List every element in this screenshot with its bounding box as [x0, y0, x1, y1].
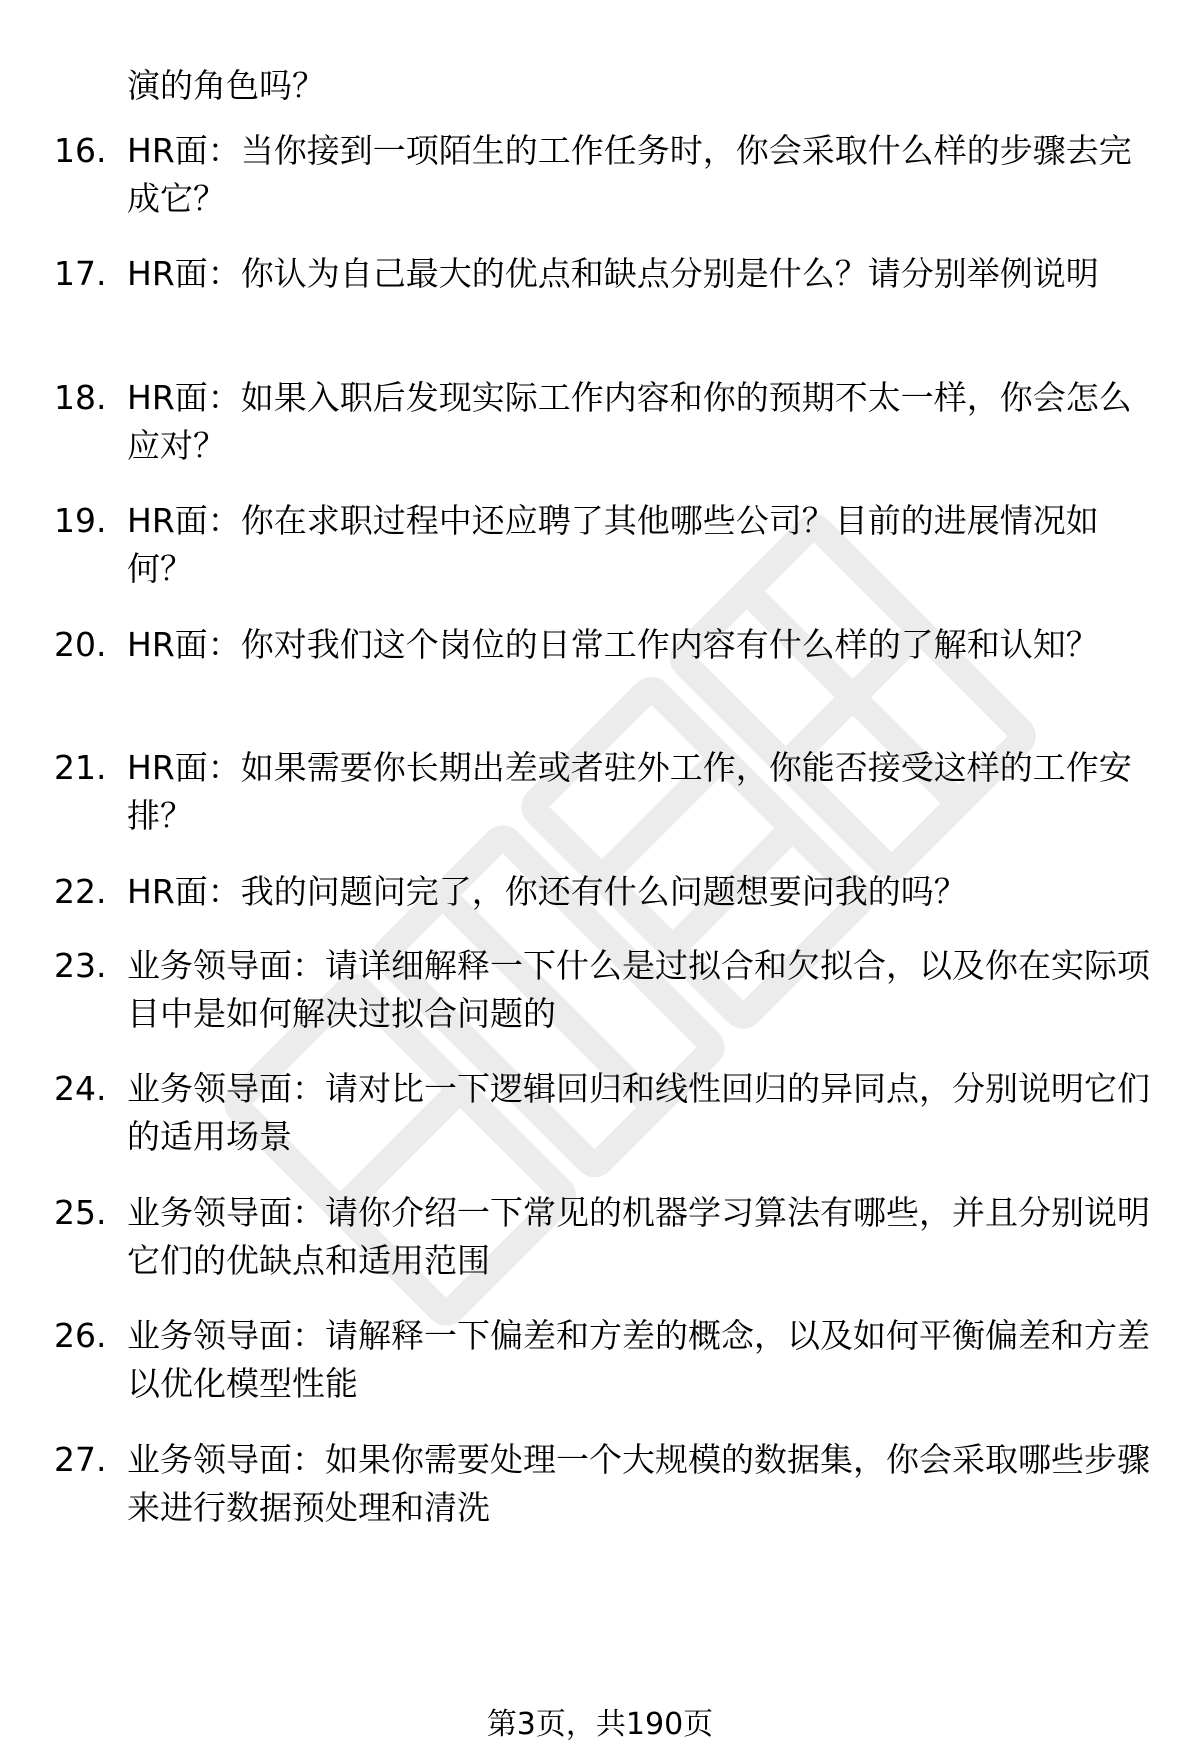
question-text: HR面：如果需要你长期出差或者驻外工作，你能否接受这样的工作安排？	[127, 748, 1132, 835]
continued-question-text: 演的角色吗？	[127, 66, 325, 105]
question-text: 业务领导面：请你介绍一下常见的机器学习算法有哪些，并且分别说明它们的优缺点和适用范围	[127, 1193, 1150, 1280]
question-number: 21.	[54, 748, 107, 787]
question-number: 26.	[54, 1316, 107, 1355]
question-text: 业务领导面：请解释一下偏差和方差的概念，以及如何平衡偏差和方差以优化模型性能	[127, 1316, 1150, 1403]
question-text: 业务领导面：请对比一下逻辑回归和线性回归的异同点，分别说明它们的适用场景	[127, 1069, 1150, 1156]
question-number: 23.	[54, 946, 107, 985]
question-number: 24.	[54, 1069, 107, 1108]
question-number: 25.	[54, 1193, 107, 1232]
page-footer: 第3页，共190页	[486, 1707, 714, 1742]
question-text: HR面：你对我们这个岗位的日常工作内容有什么样的了解和认知？	[127, 625, 1099, 664]
question-number: 19.	[54, 501, 107, 540]
question-number: 18.	[54, 378, 107, 417]
question-number: 20.	[54, 625, 107, 664]
question-text: HR面：当你接到一项陌生的工作任务时，你会采取什么样的步骤去完成它？	[127, 131, 1132, 218]
question-text: 业务领导面：请详细解释一下什么是过拟合和欠拟合，以及你在实际项目中是如何解决过拟合问题的	[127, 946, 1150, 1033]
question-number: 27.	[54, 1440, 107, 1479]
question-number: 17.	[54, 254, 107, 293]
question-text: 业务领导面：如果你需要处理一个大规模的数据集，你会采取哪些步骤来进行数据预处理和清洗	[127, 1440, 1150, 1527]
question-number: 22.	[54, 872, 107, 911]
question-number: 16.	[54, 131, 107, 170]
question-text: HR面：你认为自己最大的优点和缺点分别是什么？请分别举例说明	[127, 254, 1099, 293]
question-text: HR面：如果入职后发现实际工作内容和你的预期不太一样，你会怎么应对？	[127, 378, 1132, 465]
question-text: HR面：我的问题问完了，你还有什么问题想要问我的吗？	[127, 872, 967, 911]
question-text: HR面：你在求职过程中还应聘了其他哪些公司？目前的进展情况如何？	[127, 501, 1099, 588]
